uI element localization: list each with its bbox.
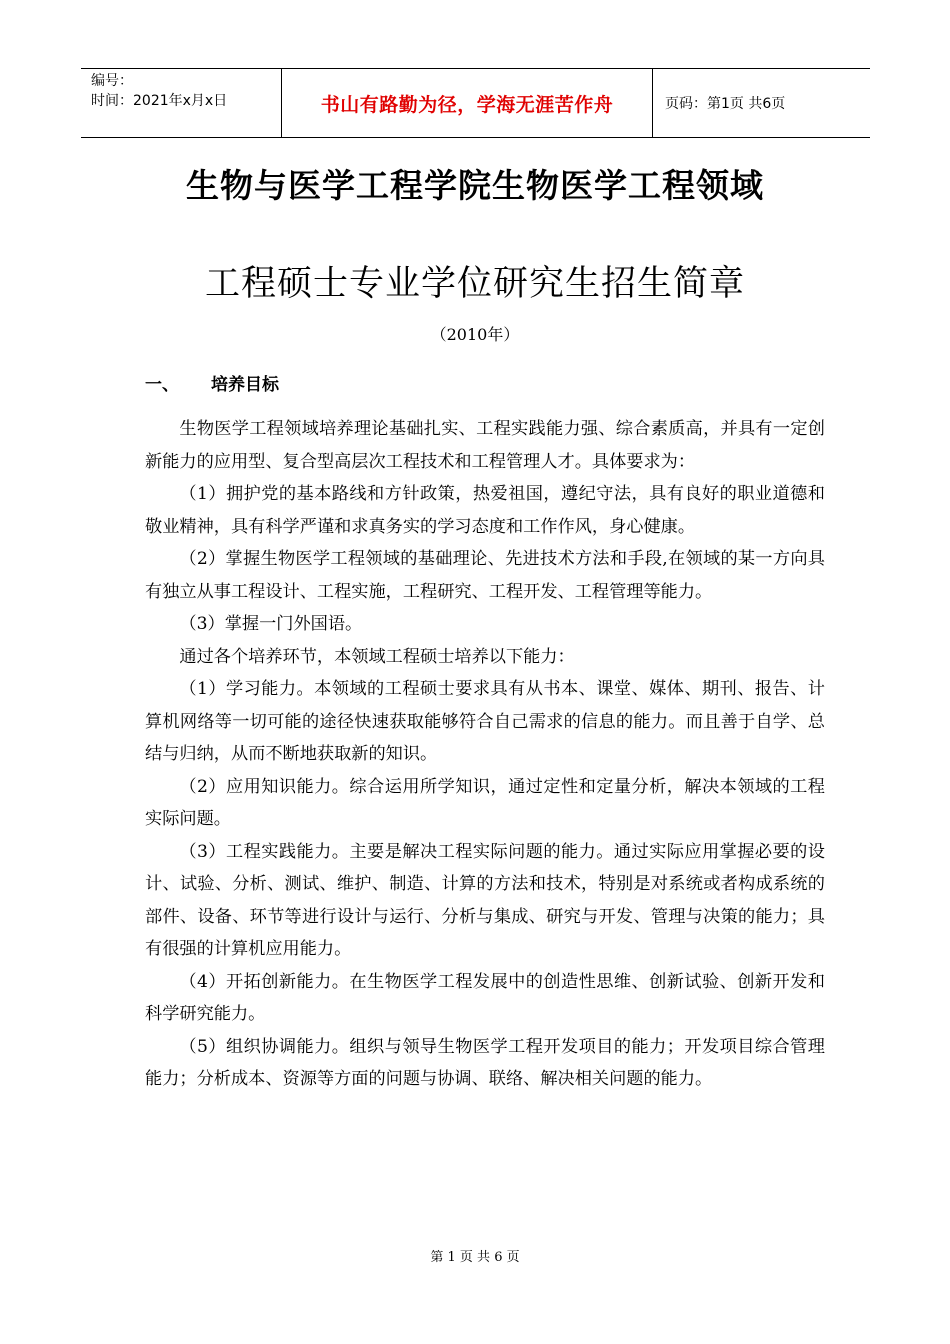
paragraph: （2）掌握生物医学工程领域的基础理论、先进技术方法和手段,在领域的某一方向具有独立从事工程设计、工程实施，工程研究、工程开发、工程管理等能力。 bbox=[145, 549, 825, 602]
section-number: 一、 bbox=[145, 375, 179, 395]
paragraph: （1）学习能力。本领域的工程硕士要求具有从书本、课堂、媒体、期刊、报告、计算机网络等一切可能的途径快速获取能够符合自己需求的信息的能力。而且善于自学、总结与归纳，从而不断地获取新的知识。 bbox=[145, 679, 825, 764]
section-title: 培养目标 bbox=[211, 375, 279, 395]
section-body bbox=[145, 413, 825, 1096]
paragraph: （1）拥护党的基本路线和方针政策，热爱祖国，遵纪守法，具有良好的职业道德和敬业精神，具有科学严谨和求真务实的学习态度和工作作风，身心健康。 bbox=[145, 484, 825, 537]
section-heading bbox=[145, 370, 279, 395]
header-page-info: 页码：第1页 共6页 bbox=[665, 96, 786, 112]
header-meta-cell bbox=[81, 69, 281, 137]
page-footer: 第 1 页 共 6 页 bbox=[430, 1250, 520, 1265]
header-table bbox=[81, 68, 870, 138]
header-motto: 书山有路勤为径，学海无涯苦作舟 bbox=[320, 93, 614, 116]
document-number-label: 编号： bbox=[91, 73, 133, 89]
header-page-cell bbox=[653, 69, 870, 137]
document-year: （2010年） bbox=[430, 325, 520, 344]
paragraph: 通过各个培养环节，本领域工程硕士培养以下能力： bbox=[179, 646, 575, 667]
paragraph: （2）应用知识能力。综合运用所学知识，通过定性和定量分析，解决本领域的工程实际问题。 bbox=[145, 776, 825, 829]
header-motto-cell bbox=[281, 69, 653, 137]
paragraph: （3）工程实践能力。主要是解决工程实际问题的能力。通过实际应用掌握必要的设计、试验、分析、测试、维护、制造、计算的方法和技术，特别是对系统或者构成系统的部件、设备、环节等进行设计与运行、分析与集成、研究与开发、管理与决策的能力；具有很强的计算机应用能力。 bbox=[145, 841, 825, 959]
document-time-label: 时间：2021年x月x日 bbox=[91, 93, 228, 109]
paragraph: （4）开拓创新能力。在生物医学工程发展中的创造性思维、创新试验、创新开发和科学研究能力。 bbox=[145, 971, 825, 1024]
paragraph: （3）掌握一门外国语。 bbox=[179, 614, 363, 634]
document-title-line-2: 工程硕士专业学位研究生招生简章 bbox=[204, 264, 745, 304]
paragraph: （5）组织协调能力。组织与领导生物医学工程开发项目的能力；开发项目综合管理能力；分析成本、资源等方面的问题与协调、联络、解决相关问题的能力。 bbox=[145, 1036, 825, 1089]
document-title-line-1: 生物与医学工程学院生物医学工程领域 bbox=[186, 166, 764, 205]
paragraph: 生物医学工程领域培养理论基础扎实、工程实践能力强、综合素质高，并具有一定创新能力的应用型、复合型高层次工程技术和工程管理人才。具体要求为： bbox=[145, 419, 825, 472]
